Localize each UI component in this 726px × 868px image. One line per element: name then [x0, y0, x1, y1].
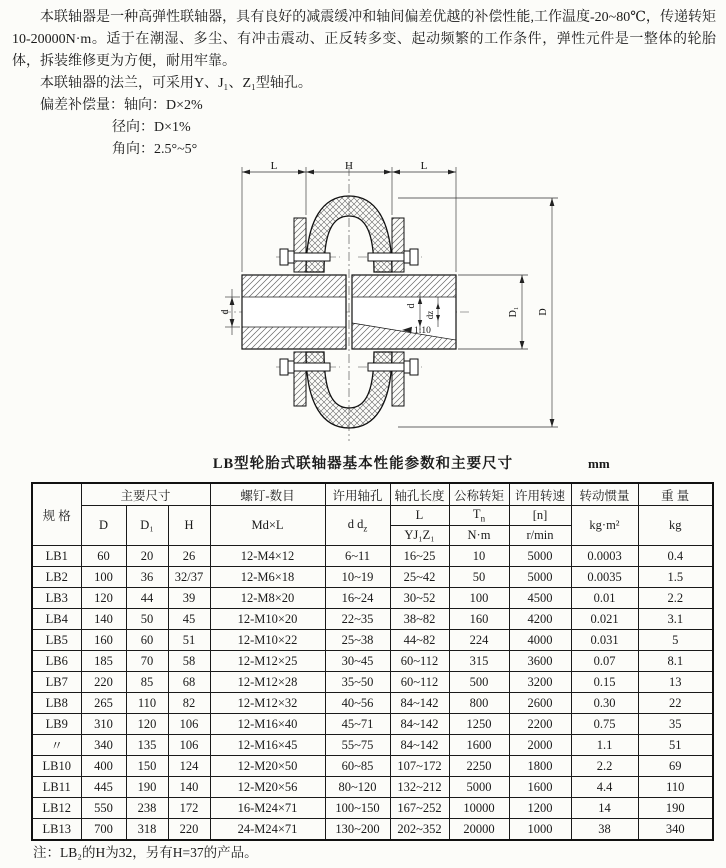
table-cell: 36: [126, 567, 168, 588]
right-hub: [352, 275, 456, 349]
table-row: [32, 567, 713, 588]
table-cell: 40~56: [325, 693, 390, 714]
table-cell: 45: [168, 609, 210, 630]
table-cell: 2.2: [571, 756, 638, 777]
table-cell: 55~75: [325, 735, 390, 756]
table-cell: 0.30: [571, 693, 638, 714]
table-cell: 700: [81, 819, 126, 841]
table-cell: 26: [168, 546, 210, 567]
table-cell: 2.2: [638, 588, 713, 609]
table-row: [32, 672, 713, 693]
table-cell: 16~24: [325, 588, 390, 609]
header-n-bracket: [n]: [509, 506, 571, 526]
table-cell: 106: [168, 735, 210, 756]
dim-label-d-outer: D: [538, 308, 549, 316]
table-cell: LB12: [32, 798, 81, 819]
table-cell: 0.031: [571, 630, 638, 651]
table-row: [32, 798, 713, 819]
header-D1: D₁: [126, 506, 168, 546]
table-cell: 1.1: [571, 735, 638, 756]
taper-label: 1:10: [414, 326, 431, 336]
table-cell: 2250: [449, 756, 509, 777]
table-cell: 1.5: [638, 567, 713, 588]
table-cell: 167~252: [390, 798, 449, 819]
table-cell: 85: [126, 672, 168, 693]
table-cell: 12-M12×25: [210, 651, 325, 672]
table-cell: LB3: [32, 588, 81, 609]
table-row: [32, 609, 713, 630]
header-inertia: 转动惯量: [571, 483, 638, 506]
table-cell: 12-M12×32: [210, 693, 325, 714]
table-cell: 318: [126, 819, 168, 841]
spec-table-body: [32, 546, 713, 841]
table-row: [32, 630, 713, 651]
table-cell: 16-M24×71: [210, 798, 325, 819]
table-unit: mm: [588, 456, 610, 471]
header-speed: 许用转速: [509, 483, 571, 506]
table-cell: 1600: [509, 777, 571, 798]
header-weight-unit: kg: [638, 506, 713, 546]
table-cell: 30~45: [325, 651, 390, 672]
table-cell: 130~200: [325, 819, 390, 841]
table-cell: 60~112: [390, 651, 449, 672]
table-cell: 100: [449, 588, 509, 609]
table-cell: 106: [168, 714, 210, 735]
table-cell: 35~50: [325, 672, 390, 693]
table-cell: 24-M24×71: [210, 819, 325, 841]
table-cell: 35: [638, 714, 713, 735]
table-cell: LB6: [32, 651, 81, 672]
table-cell: 220: [81, 672, 126, 693]
dim-label-l-left: L: [270, 160, 278, 172]
table-cell: 12-M4×12: [210, 546, 325, 567]
table-cell: 0.4: [638, 546, 713, 567]
table-row: [32, 714, 713, 735]
table-cell: LB8: [32, 693, 81, 714]
compensation-axial: 偏差补偿量：轴向：D×2%: [40, 98, 203, 113]
table-cell: 0.021: [571, 609, 638, 630]
table-cell: 3200: [509, 672, 571, 693]
table-cell: 22: [638, 693, 713, 714]
table-cell: 160: [449, 609, 509, 630]
table-cell: 310: [81, 714, 126, 735]
intro-paragraph-2: 本联轴器的法兰，可采用Y、J₁、Z₁型轴孔。: [40, 76, 312, 91]
header-Tn: $T_n$: [449, 506, 509, 526]
header-weight: 重 量: [638, 483, 713, 506]
table-cell: 60~85: [325, 756, 390, 777]
table-cell: 60: [126, 630, 168, 651]
table-cell: 172: [168, 798, 210, 819]
table-cell: LB4: [32, 609, 81, 630]
table-cell: 1250: [449, 714, 509, 735]
left-hub: [242, 275, 346, 349]
table-cell: 12-M12×28: [210, 672, 325, 693]
table-cell: 0.0003: [571, 546, 638, 567]
table-cell: 8.1: [638, 651, 713, 672]
table-cell: 800: [449, 693, 509, 714]
table-cell: 84~142: [390, 693, 449, 714]
header-H: H: [168, 506, 210, 546]
table-row: [32, 651, 713, 672]
table-cell: 0.75: [571, 714, 638, 735]
table-cell: 51: [168, 630, 210, 651]
table-cell: 0.15: [571, 672, 638, 693]
table-cell: 135: [126, 735, 168, 756]
table-cell: 124: [168, 756, 210, 777]
table-cell: 550: [81, 798, 126, 819]
header-bore-symbols: d $d_z$: [325, 506, 390, 546]
table-cell: 0.07: [571, 651, 638, 672]
table-cell: 82: [168, 693, 210, 714]
table-cell: 70: [126, 651, 168, 672]
table-cell: LB13: [32, 819, 81, 841]
table-cell: 6~11: [325, 546, 390, 567]
header-inertia-unit: kg·m²: [571, 506, 638, 546]
table-cell: 140: [168, 777, 210, 798]
table-cell: 4200: [509, 609, 571, 630]
table-cell: 60: [81, 546, 126, 567]
table-cell: 0.01: [571, 588, 638, 609]
header-L: L: [390, 506, 449, 526]
table-cell: 30~52: [390, 588, 449, 609]
table-cell: 69: [638, 756, 713, 777]
table-cell: 2200: [509, 714, 571, 735]
table-cell: 45~71: [325, 714, 390, 735]
table-cell: 315: [449, 651, 509, 672]
table-cell: 25~38: [325, 630, 390, 651]
table-cell: 13: [638, 672, 713, 693]
compensation-radial: 径向：D×1%: [112, 120, 191, 135]
table-cell: 220: [168, 819, 210, 841]
table-row: [32, 819, 713, 841]
table-cell: 44~82: [390, 630, 449, 651]
table-cell: 1200: [509, 798, 571, 819]
table-cell: 2600: [509, 693, 571, 714]
table-cell: 32/37: [168, 567, 210, 588]
table-cell: 5: [638, 630, 713, 651]
table-cell: 107~172: [390, 756, 449, 777]
coupling-section-drawing: [216, 155, 568, 446]
header-torque-unit: N·m: [449, 526, 509, 546]
table-cell: 12-M10×20: [210, 609, 325, 630]
dim-label-h: H: [345, 160, 353, 172]
table-cell: 10: [449, 546, 509, 567]
table-cell: 25~42: [390, 567, 449, 588]
table-cell: 400: [81, 756, 126, 777]
table-cell: 224: [449, 630, 509, 651]
table-cell: 110: [126, 693, 168, 714]
table-cell: 190: [638, 798, 713, 819]
table-cell: 80~120: [325, 777, 390, 798]
dim-label-l-right: L: [420, 160, 428, 172]
table-cell: LB9: [32, 714, 81, 735]
spec-table: [31, 482, 714, 841]
header-bore: 许用轴孔: [325, 483, 390, 506]
table-cell: 12-M10×22: [210, 630, 325, 651]
table-cell: 14: [571, 798, 638, 819]
table-cell: 60~112: [390, 672, 449, 693]
table-cell: 84~142: [390, 735, 449, 756]
table-cell: 10~19: [325, 567, 390, 588]
table-row: [32, 588, 713, 609]
table-cell: 340: [81, 735, 126, 756]
dim-label-d-right: d: [406, 303, 417, 309]
dim-label-d-left: d: [220, 309, 231, 315]
table-cell: 500: [449, 672, 509, 693]
table-cell: LB10: [32, 756, 81, 777]
table-cell: 50: [126, 609, 168, 630]
table-cell: LB7: [32, 672, 81, 693]
footnote: 注：LB₂的H为32，另有H=37的产品。: [33, 845, 258, 860]
table-cell: 5000: [509, 567, 571, 588]
table-cell: 12-M16×45: [210, 735, 325, 756]
table-row: [32, 546, 713, 567]
table-row: [32, 735, 713, 756]
table-cell: 202~352: [390, 819, 449, 841]
table-cell: 2000: [509, 735, 571, 756]
table-cell: 12-M20×56: [210, 777, 325, 798]
table-cell: LB1: [32, 546, 81, 567]
table-cell: LB5: [32, 630, 81, 651]
intro-text: [0, 0, 726, 161]
table-cell: 39: [168, 588, 210, 609]
table-cell: 20: [126, 546, 168, 567]
table-cell: 160: [81, 630, 126, 651]
table-cell: LB11: [32, 777, 81, 798]
table-cell: 445: [81, 777, 126, 798]
table-cell: 38: [571, 819, 638, 841]
table-cell: 3600: [509, 651, 571, 672]
header-main-dims: 主要尺寸: [81, 483, 210, 506]
table-cell: 51: [638, 735, 713, 756]
table-cell: 1000: [509, 819, 571, 841]
table-cell: 185: [81, 651, 126, 672]
table-cell: 238: [126, 798, 168, 819]
table-cell: 100~150: [325, 798, 390, 819]
table-cell: 110: [638, 777, 713, 798]
table-cell: 12-M20×50: [210, 756, 325, 777]
table-cell: 58: [168, 651, 210, 672]
table-cell: 4500: [509, 588, 571, 609]
header-spec: 规 格: [32, 483, 81, 546]
table-cell: 150: [126, 756, 168, 777]
table-cell: 84~142: [390, 714, 449, 735]
table-cell: 22~35: [325, 609, 390, 630]
table-cell: 1800: [509, 756, 571, 777]
table-row: [32, 756, 713, 777]
table-cell: 4000: [509, 630, 571, 651]
table-cell: 3.1: [638, 609, 713, 630]
dim-label-d1: D₁: [508, 306, 519, 318]
header-screws-spec: Md×L: [210, 506, 325, 546]
table-cell: 16~25: [390, 546, 449, 567]
header-screws: 螺钉-数目: [210, 483, 325, 506]
table-title: LB型轮胎式联轴器基本性能参数和主要尺寸: [212, 456, 514, 472]
header-bore-length: 轴孔长度: [390, 483, 449, 506]
table-cell: 12-M6×18: [210, 567, 325, 588]
table-cell: 5000: [449, 777, 509, 798]
table-cell: 38~82: [390, 609, 449, 630]
table-cell: 20000: [449, 819, 509, 841]
table-cell: 12-M16×40: [210, 714, 325, 735]
table-cell: 4.4: [571, 777, 638, 798]
table-cell: 120: [81, 588, 126, 609]
header-torque: 公称转矩: [449, 483, 509, 506]
table-cell: 265: [81, 693, 126, 714]
intro-paragraph-1: 本联轴器是一种高弹性联轴器，具有良好的减震缓冲和轴间偏差优越的补偿性能,工作温度-20~80℃，传递转矩10-20000N·m。适于在潮湿、多尘、有冲击震动、正反转多变、起动频繁的工作条件，弹性元件是一整体的轮胎体，拆装维修更为方便，耐用牢靠。: [12, 10, 716, 69]
table-cell: 44: [126, 588, 168, 609]
table-cell: 50: [449, 567, 509, 588]
table-cell: 190: [126, 777, 168, 798]
table-cell: 〃: [32, 735, 81, 756]
table-cell: 340: [638, 819, 713, 841]
header-speed-unit: r/min: [509, 526, 571, 546]
table-cell: 10000: [449, 798, 509, 819]
compensation-angular: 角向：2.5°~5°: [112, 142, 198, 157]
table-cell: 100: [81, 567, 126, 588]
table-cell: 5000: [509, 546, 571, 567]
table-cell: 140: [81, 609, 126, 630]
table-cell: 12-M8×20: [210, 588, 325, 609]
table-row: [32, 693, 713, 714]
table-cell: 132~212: [390, 777, 449, 798]
dim-label-dz: dz: [425, 310, 435, 320]
table-cell: 0.0035: [571, 567, 638, 588]
header-D: D: [81, 506, 126, 546]
table-cell: 120: [126, 714, 168, 735]
table-cell: 1600: [449, 735, 509, 756]
header-bore-types: YJ₁Z₁: [390, 526, 449, 546]
table-cell: 68: [168, 672, 210, 693]
table-cell: LB2: [32, 567, 81, 588]
table-row: [32, 777, 713, 798]
